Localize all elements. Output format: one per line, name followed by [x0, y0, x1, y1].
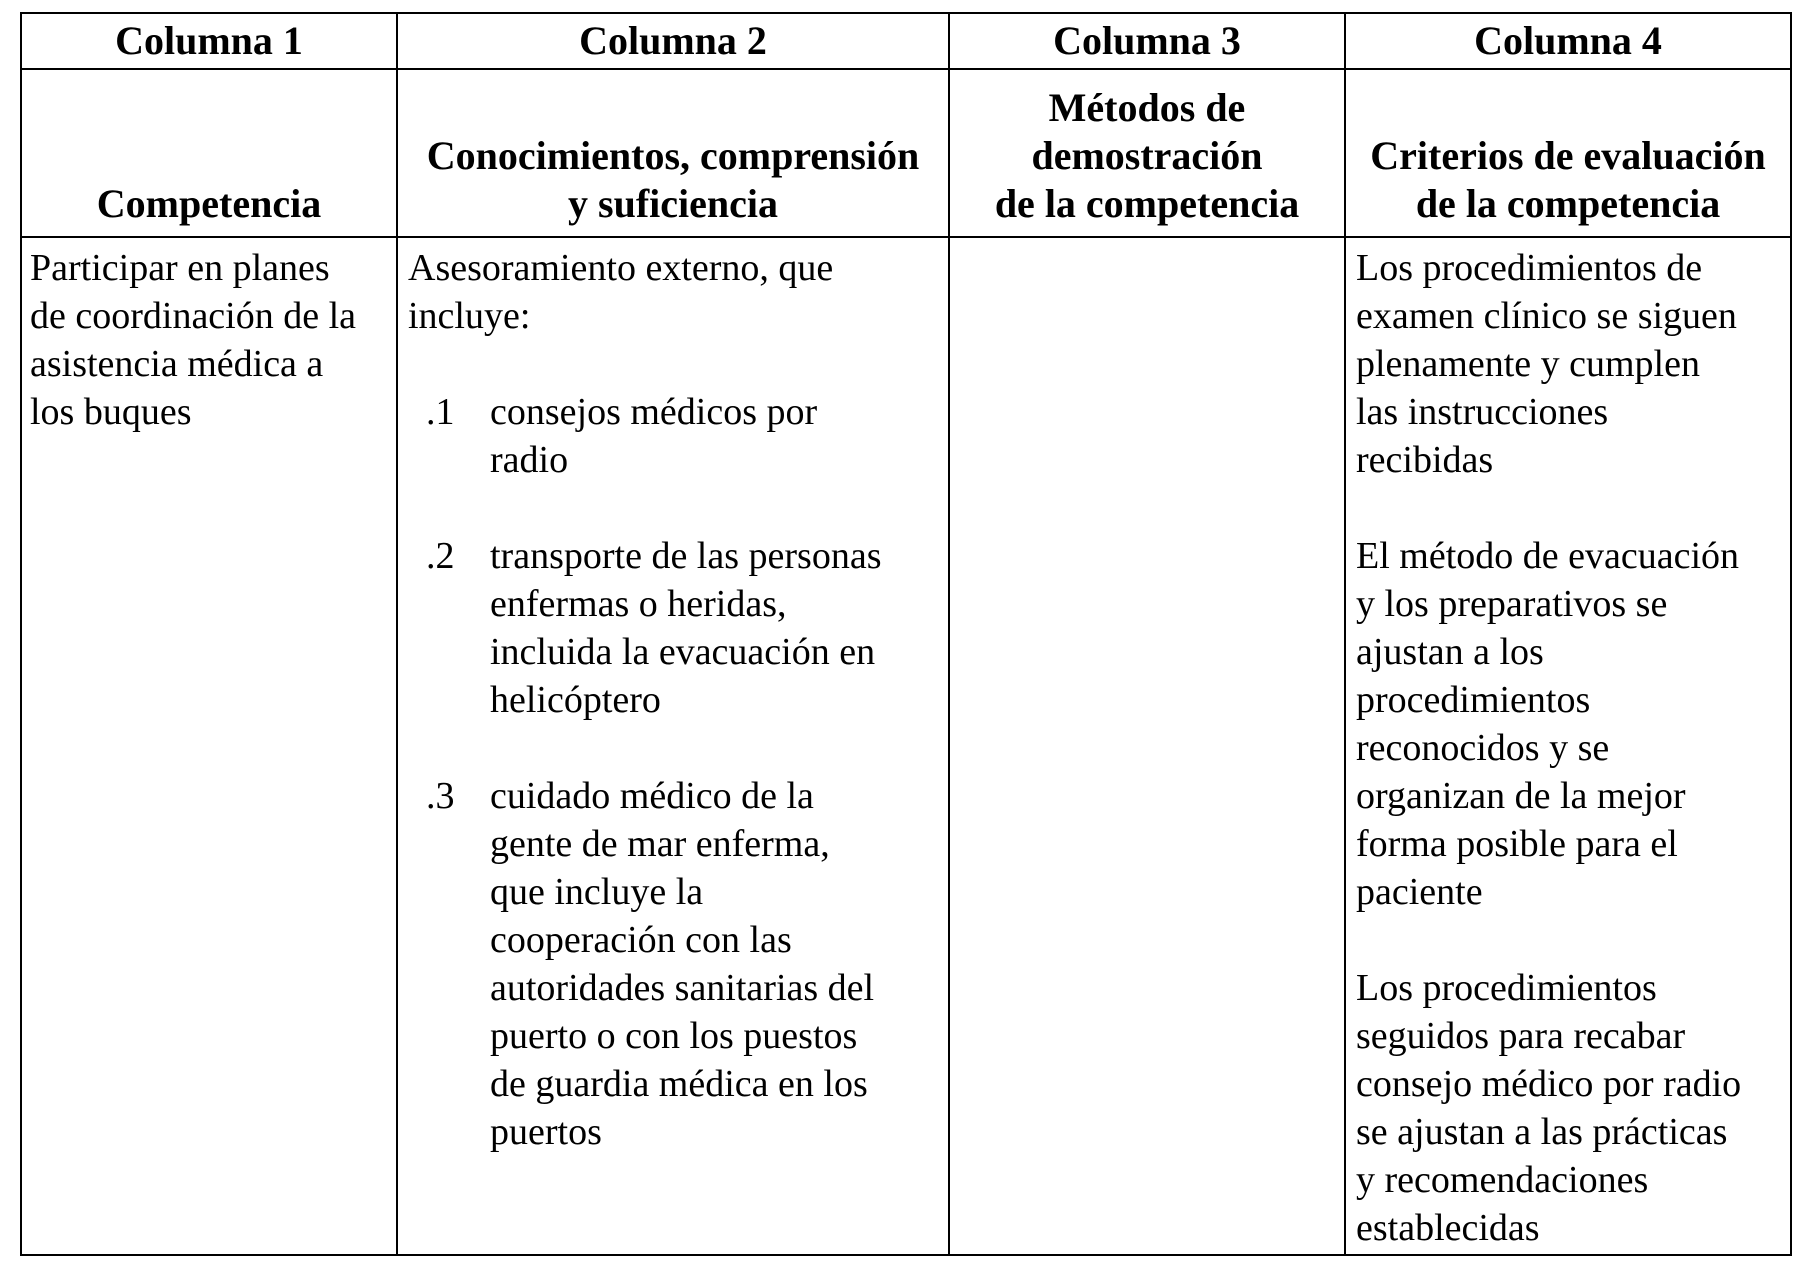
text-line: plenamente y cumplen [1356, 343, 1700, 385]
title-line: demostración [1031, 133, 1263, 178]
text-line: consejos médicos por [490, 391, 818, 433]
title-line: Métodos de [1048, 85, 1246, 130]
text-line: establecidas [1356, 1207, 1540, 1249]
column-4-title [1345, 69, 1791, 237]
conocimientos-cell [397, 237, 949, 1255]
criterios-cell [1345, 237, 1791, 1255]
text-line: y los preparativos se [1356, 583, 1668, 625]
text-line: ajustan a los [1356, 631, 1544, 673]
text-line: reconocidos y se [1356, 727, 1610, 769]
intro-paragraph [408, 244, 944, 340]
list-item [408, 772, 944, 1156]
text-line: puerto o con los puestos [490, 1015, 858, 1057]
text-line: radio [490, 439, 569, 481]
text-line: procedimientos [1356, 679, 1591, 721]
list-item [408, 388, 944, 484]
text-line: organizan de la mejor [1356, 775, 1686, 817]
column-4-number: Columna 4 [1345, 13, 1791, 69]
list-text [490, 532, 944, 724]
list-number: .3 [426, 775, 455, 817]
content-row [21, 237, 1791, 1255]
list-text [490, 388, 944, 484]
text-line: examen clínico se siguen [1356, 295, 1737, 337]
list-number: .2 [426, 535, 455, 577]
column-2-number: Columna 2 [397, 13, 949, 69]
title-line: y suficiencia [568, 181, 778, 226]
text-line: recibidas [1356, 439, 1494, 481]
competence-table [20, 12, 1792, 1256]
text-line: Asesoramiento externo, que [408, 247, 834, 289]
metodos-cell [949, 237, 1345, 1255]
text-line: transporte de las personas [490, 535, 882, 577]
text-line: cooperación con las [490, 919, 792, 961]
text-line: Los procedimientos de [1356, 247, 1703, 289]
text-line: helicóptero [490, 679, 661, 721]
text-line: Los procedimientos [1356, 967, 1657, 1009]
text-line: El método de evacuación [1356, 535, 1740, 577]
title-line: de la competencia [994, 181, 1300, 226]
text-line: cuidado médico de la [490, 775, 814, 817]
text-line: puertos [490, 1111, 602, 1153]
list-number: .1 [426, 391, 455, 433]
criterion-paragraph [1356, 532, 1786, 916]
column-number-row [21, 13, 1791, 69]
text-line: que incluye la [490, 871, 704, 913]
text-line: asistencia médica a [30, 343, 324, 385]
text-line: autoridades sanitarias del [490, 967, 875, 1009]
column-1-title [21, 69, 397, 237]
criterion-paragraph [1356, 244, 1786, 484]
title-line: Criterios de evaluación [1370, 133, 1766, 178]
criterion-paragraph [1356, 964, 1786, 1252]
text-line: se ajustan a las prácticas [1356, 1111, 1728, 1153]
competencia-cell [21, 237, 397, 1255]
text-line: incluida la evacuación en [490, 631, 876, 673]
text-line: Participar en planes [30, 247, 330, 289]
text-line: y recomendaciones [1356, 1159, 1649, 1201]
list-text [490, 772, 944, 1156]
text-line: paciente [1356, 871, 1483, 913]
text-line: seguidos para recabar [1356, 1015, 1686, 1057]
text-line: de coordinación de la [30, 295, 357, 337]
text-line: las instrucciones [1356, 391, 1609, 433]
column-title-row [21, 69, 1791, 237]
column-3-number: Columna 3 [949, 13, 1345, 69]
list-item [408, 532, 944, 724]
text-line: consejo médico por radio [1356, 1063, 1742, 1105]
text-line: gente de mar enferma, [490, 823, 830, 865]
text-line: incluye: [408, 295, 531, 337]
text-line: forma posible para el [1356, 823, 1678, 865]
column-2-title [397, 69, 949, 237]
column-3-title [949, 69, 1345, 237]
column-1-number: Columna 1 [21, 13, 397, 69]
text-line: los buques [30, 391, 192, 433]
text-line: enfermas o heridas, [490, 583, 787, 625]
title-line: de la competencia [1415, 181, 1721, 226]
text-line: de guardia médica en los [490, 1063, 868, 1105]
title-line: Competencia [96, 181, 322, 226]
title-line: Conocimientos, comprensión [426, 133, 920, 178]
